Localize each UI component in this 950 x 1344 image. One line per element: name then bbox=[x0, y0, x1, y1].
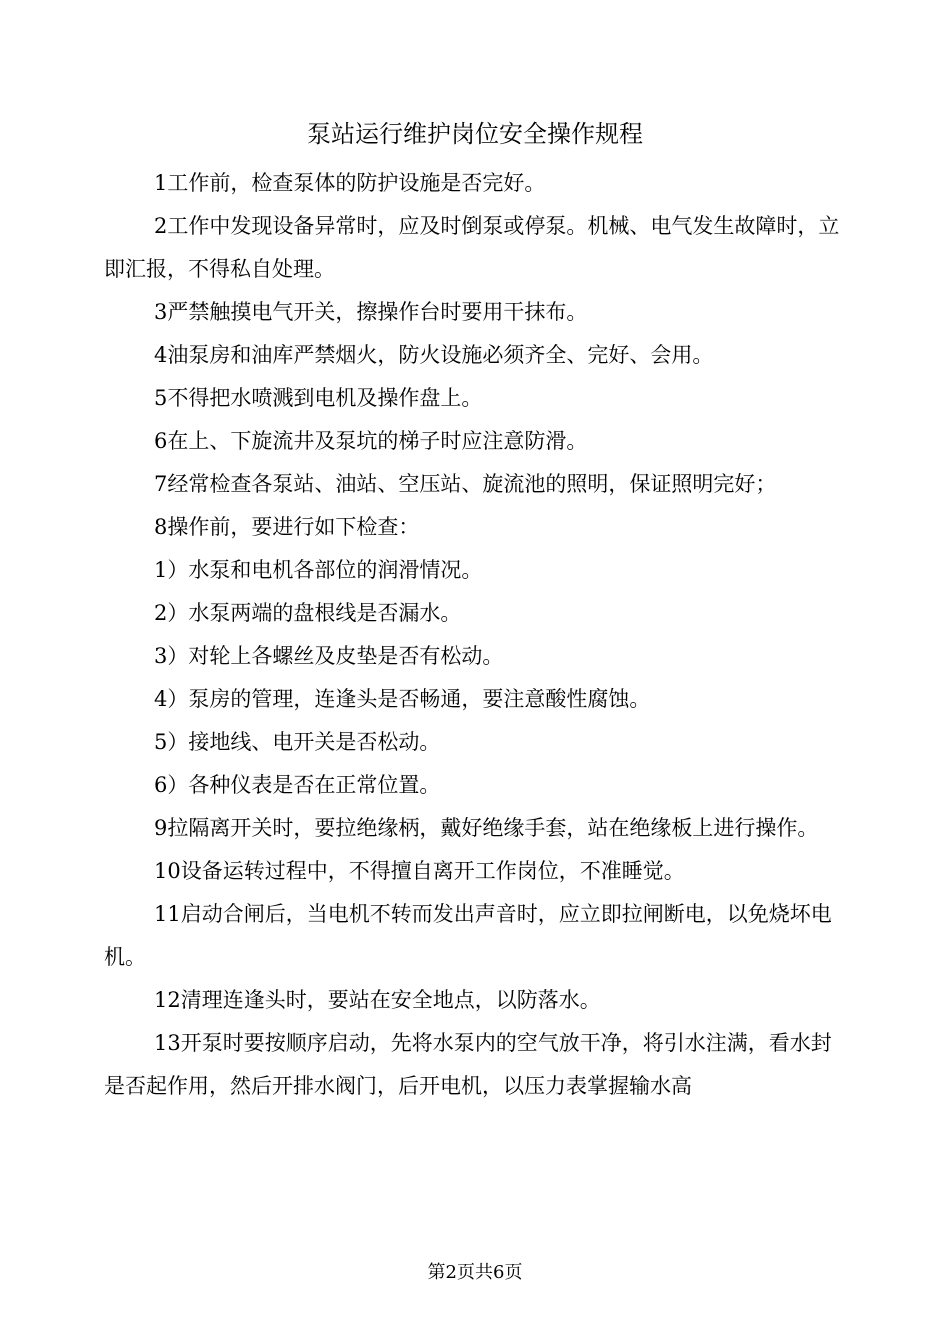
page-number: 第2页共6页 bbox=[427, 1262, 523, 1283]
sub-item: 1）水泵和电机各部位的润滑情况。 bbox=[154, 558, 483, 582]
paragraph: 13开泵时要按顺序启动，先将水泵内的空气放干净，将引水注满，看水封是否起作用，然后开排水阀门，后开电机，以压力表掌握输水高 bbox=[104, 1031, 832, 1098]
sub-item: 4）泵房的管理，连逢头是否畅通，要注意酸性腐蚀。 bbox=[154, 687, 651, 711]
sub-item: 3）对轮上各螺丝及皮垫是否有松动。 bbox=[154, 644, 504, 668]
paragraph: 3严禁触摸电气开关，擦操作台时要用干抹布。 bbox=[154, 300, 588, 324]
paragraph: 7经常检查各泵站、油站、空压站、旋流池的照明，保证照明完好； bbox=[154, 472, 777, 496]
sub-item: 6）各种仪表是否在正常位置。 bbox=[154, 773, 441, 797]
paragraph: 4油泵房和油库严禁烟火，防火设施必须齐全、完好、会用。 bbox=[154, 343, 714, 367]
paragraph: 5不得把水喷溅到电机及操作盘上。 bbox=[154, 386, 483, 410]
paragraph: 11启动合闸后，当电机不转而发出声音时，应立即拉闸断电，以免烧坏电机。 bbox=[104, 902, 832, 969]
sub-item: 5）接地线、电开关是否松动。 bbox=[154, 730, 441, 754]
paragraph: 6在上、下旋流井及泵坑的梯子时应注意防滑。 bbox=[154, 429, 588, 453]
sub-item: 2）水泵两端的盘根线是否漏水。 bbox=[154, 601, 462, 625]
paragraph: 10设备运转过程中，不得擅自离开工作岗位，不准睡觉。 bbox=[154, 859, 685, 883]
document-title: 泵站运行维护岗位安全操作规程 bbox=[307, 120, 643, 148]
paragraph: 8操作前，要进行如下检查： bbox=[154, 515, 420, 539]
document-body bbox=[104, 162, 852, 1108]
paragraph: 2工作中发现设备异常时，应及时倒泵或停泵。机械、电气发生故障时，立即汇报，不得私自处理。 bbox=[104, 214, 840, 281]
paragraph: 1工作前，检查泵体的防护设施是否完好。 bbox=[154, 171, 546, 195]
paragraph: 9拉隔离开关时，要拉绝缘柄，戴好绝缘手套，站在绝缘板上进行操作。 bbox=[154, 816, 819, 840]
paragraph: 12清理连逢头时，要站在安全地点，以防落水。 bbox=[154, 988, 601, 1012]
